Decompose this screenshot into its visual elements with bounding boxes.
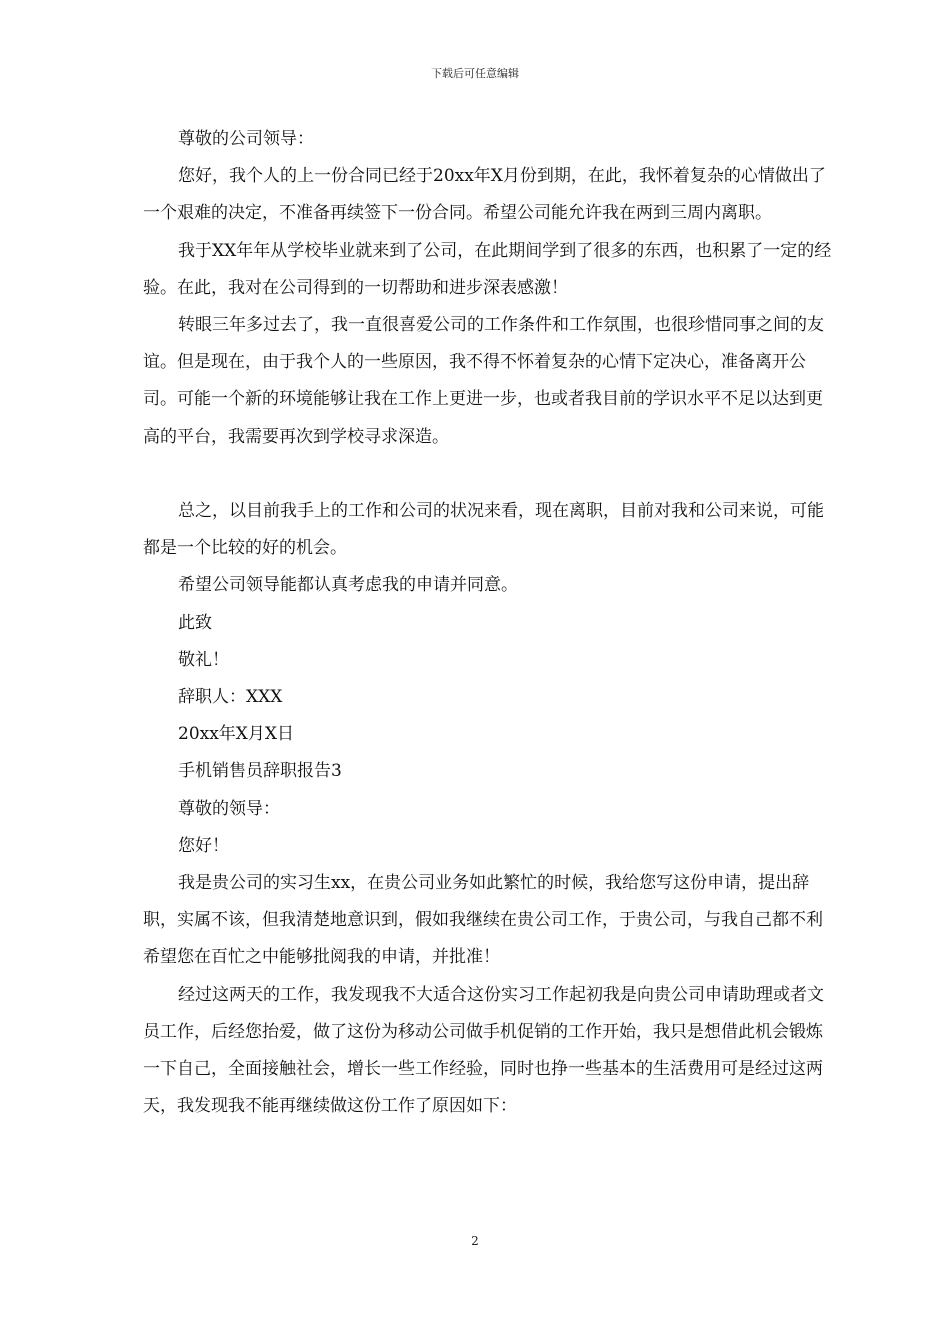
- paragraph-1-3: 转眼三年多过去了，我一直很喜爱公司的工作条件和工作氛围，也很珍惜同事之间的友谊。但是现在，由于我个人的一些原因，我不得不怀着复杂的心情下定决心，准备离开公司。可能一个新的环境能够让我在工作上更进一步，也或者我目前的学识水平不足以达到更高的平台，我需要再次到学校寻求深造。: [143, 315, 824, 447]
- closing-1: 此致: [178, 612, 212, 633]
- salutation-2: 尊敬的领导：: [178, 798, 280, 819]
- paragraph-2-1: 我是贵公司的实习生xx，在贵公司业务如此繁忙的时候，我给您写这份申请，提出辞职，实属不该，但我清楚地意识到，假如我继续在贵公司工作，于贵公司，与我自己都不利希望您在百忙之中能够批阅我的申请，并批准！: [143, 873, 823, 968]
- page-number: 2: [471, 1234, 479, 1248]
- paragraph-2-2: 经过这两天的工作，我发现我不大适合这份实习工作起初我是向贵公司申请助理或者文员工作，后经您抬爱，做了这份为移动公司做手机促销的工作开始，我只是想借此机会锻炼一下自己，全面接触社会，增长一些工作经验，同时也挣一些基本的生活费用可是经过这两天，我发现我不能再继续做这份工作了原因如下：: [143, 984, 824, 1117]
- closing-2: 敬礼！: [178, 649, 229, 670]
- paragraph-gap: [143, 456, 833, 493]
- paragraph-1-5: 希望公司领导能都认真考虑我的申请并同意。: [178, 575, 518, 596]
- signer: 辞职人：XXX: [178, 687, 283, 708]
- paragraph-1-4: 总之，以目前我手上的工作和公司的状况来看，现在离职，目前对我和公司来说，可能都是一个比较的好的机会。: [143, 501, 824, 559]
- letter-date: 20xx年X月X日: [178, 724, 295, 745]
- header-note: 下载后可任意编辑: [431, 67, 519, 80]
- section-title: 手机销售员辞职报告3: [178, 761, 342, 782]
- salutation-1: 尊敬的公司领导：: [178, 129, 314, 149]
- document-body: [143, 121, 833, 1125]
- greeting-2: 您好！: [178, 835, 229, 856]
- paragraph-1-1: 您好，我个人的上一份合同已经于20xx年X月份到期，在此，我怀着复杂的心情做出了一个艰难的决定，不准备再续签下一份合同。希望公司能允许我在两到三周内离职。: [143, 166, 826, 224]
- paragraph-1-2: 我于XX年年从学校毕业就来到了公司，在此期间学到了很多的东西，也积累了一定的经验。在此，我对在公司得到的一切帮助和进步深表感激！: [143, 240, 832, 298]
